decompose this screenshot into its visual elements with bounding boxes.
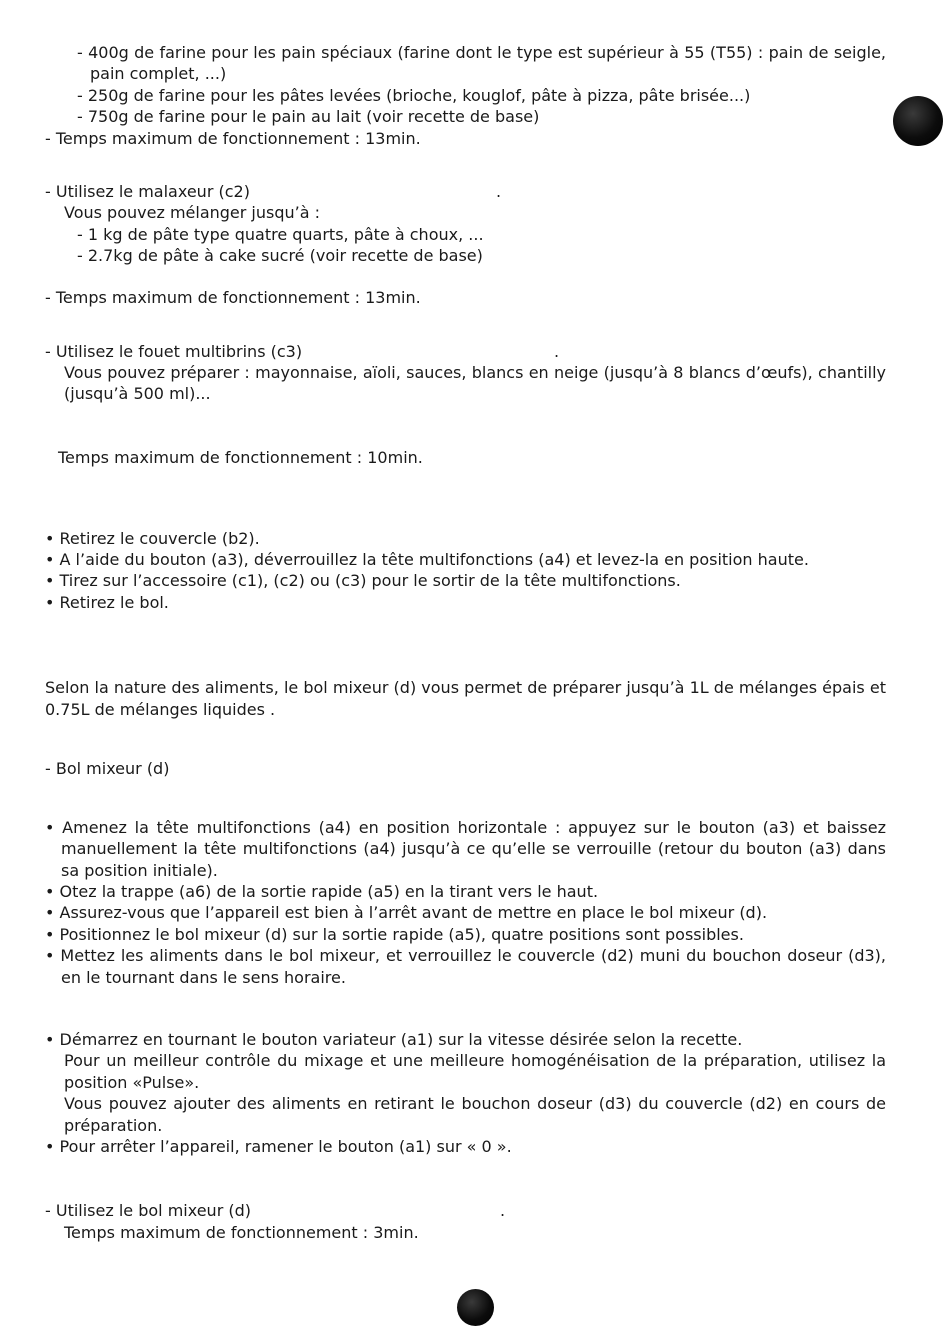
text-line: - 1 kg de pâte type quatre quarts, pâte à choux, ... — [77, 225, 484, 244]
bullet-item: • Otez la trappe (a6) de la sortie rapide (a5) en la tirant vers le haut. — [45, 882, 599, 901]
text-line: manuellement la tête multifonctions (a4) jusqu’à ce qu’elle se verrouille (retour du bouton (a3) dans — [61, 839, 886, 858]
text-line: - Temps maximum de fonctionnement : 13min. — [45, 129, 421, 148]
bullet-item: • A l’aide du bouton (a3), déverrouillez la tête multifonctions (a4) et levez-la en position haute. — [45, 550, 809, 569]
bullet-item: • Tirez sur l’accessoire (c1), (c2) ou (c3) pour le sortir de la tête multifonctions. — [45, 571, 681, 590]
text-line: - Utilisez le fouet multibrins (c3) — [45, 342, 303, 361]
text-line: . — [496, 182, 502, 201]
text-line: préparation. — [64, 1116, 163, 1135]
text-line: - Utilisez le malaxeur (c2) — [45, 182, 250, 201]
text-line: - 400g de farine pour les pain spéciaux (farine dont le type est supérieur à 55 (T55) : pain de seigle, — [77, 43, 886, 62]
bullet-item: • Pour arrêter l’appareil, ramener le bouton (a1) sur « 0 ». — [45, 1137, 512, 1156]
text-line: - 750g de farine pour le pain au lait (voir recette de base) — [77, 107, 540, 126]
text-line: . — [500, 1201, 506, 1220]
text-line: Temps maximum de fonctionnement : 10min. — [58, 448, 423, 467]
bullet-item: • Assurez-vous que l’appareil est bien à l’arrêt avant de mettre en place le bol mixeur (d). — [45, 903, 768, 922]
page-edge-marker — [893, 96, 943, 146]
bullet-item: • Positionnez le bol mixeur (d) sur la sortie rapide (a5), quatre positions sont possibles. — [45, 925, 744, 944]
text-line: Vous pouvez mélanger jusqu’à : — [64, 203, 321, 222]
bullet-item: • Démarrez en tournant le bouton variateur (a1) sur la vitesse désirée selon la recette. — [45, 1030, 743, 1049]
text-line: - Utilisez le bol mixeur (d) — [45, 1201, 251, 1220]
text-line: - 2.7kg de pâte à cake sucré (voir recette de base) — [77, 246, 483, 265]
text-line: en le tournant dans le sens horaire. — [61, 968, 346, 987]
text-line: Temps maximum de fonctionnement : 3min. — [64, 1223, 419, 1242]
text-line: Vous pouvez ajouter des aliments en retirant le bouchon doseur (d3) du couvercle (d2) en cours de — [64, 1094, 886, 1113]
text-line: Selon la nature des aliments, le bol mixeur (d) vous permet de préparer jusqu’à 1L de mélanges épais et — [45, 678, 886, 697]
text-line: - Temps maximum de fonctionnement : 13min. — [45, 288, 421, 307]
bullet-item: • Mettez les aliments dans le bol mixeur, et verrouillez le couvercle (d2) muni du bouchon doseur (d3), — [45, 946, 886, 965]
text-line: - Bol mixeur (d) — [45, 759, 170, 778]
bullet-item: • Retirez le bol. — [45, 593, 169, 612]
text-line: 0.75L de mélanges liquides . — [45, 700, 276, 719]
bullet-item: • Amenez la tête multifonctions (a4) en position horizontale : appuyez sur le bouton (a3) et baissez — [45, 818, 886, 837]
text-line: (jusqu’à 500 ml)... — [64, 384, 211, 403]
text-line: pain complet, ...) — [90, 64, 227, 83]
text-line: . — [554, 342, 560, 361]
text-line: Vous pouvez préparer : mayonnaise, aïoli, sauces, blancs en neige (jusqu’à 8 blancs d’œufs), chantilly — [64, 363, 886, 382]
text-line: Pour un meilleur contrôle du mixage et une meilleure homogénéisation de la préparation, utilisez la — [64, 1051, 886, 1070]
text-line: - 250g de farine pour les pâtes levées (brioche, kouglof, pâte à pizza, pâte brisée...) — [77, 86, 751, 105]
bullet-item: • Retirez le couvercle (b2). — [45, 529, 260, 548]
text-line: position «Pulse». — [64, 1073, 200, 1092]
text-line: sa position initiale). — [61, 861, 218, 880]
page-number-marker — [457, 1289, 494, 1326]
